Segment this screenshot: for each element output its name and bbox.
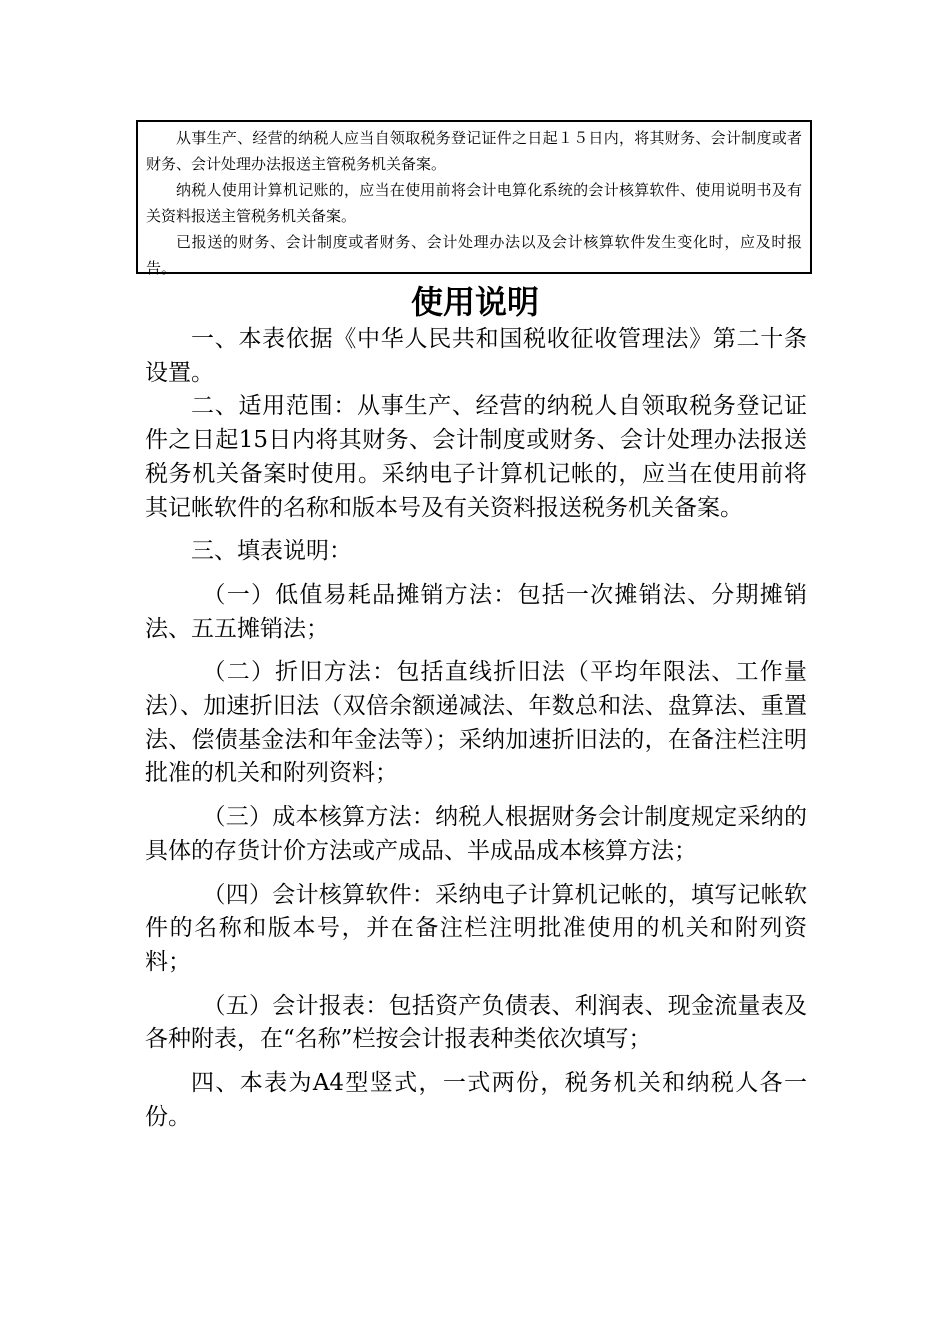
item-cost-accounting: （三）成本核算方法：纳税人根据财务会计制度规定采纳的具体的存货计价方法或产成品、半成品成本核算方法； xyxy=(145,804,807,864)
section-3-heading: 三、填表说明： xyxy=(191,538,352,565)
item-financial-statements: （五）会计报表：包括资产负债表、利润表、现金流量表及各种附表，在“名称”栏按会计报表种类依次填写； xyxy=(145,992,807,1053)
page-title: 使用说明 xyxy=(410,283,539,321)
instructions-body xyxy=(145,323,807,1134)
notice-paragraph: 从事生产、经营的纳税人应当自领取税务登记证件之日起１５日内，将其财务、会计制度或者财务、会计处理办法报送主管税务机关备案。 xyxy=(146,129,802,173)
item-accounting-software: （四）会计核算软件：采纳电子计算机记帐的，填写记帐软件的名称和版本号，并在备注栏注明批准使用的机关和附列资料； xyxy=(145,881,807,975)
item-depreciation: （二）折旧方法：包括直线折旧法（平均年限法、工作量法）、加速折旧法（双倍余额递减法、年数总和法、盘算法、重置法、偿债基金法和年金法等）；采纳加速折旧法的，在备注栏注明批准的机关和附列资料； xyxy=(145,659,807,787)
notice-paragraph: 已报送的财务、会计制度或者财务、会计处理办法以及会计核算软件发生变化时，应及时报告。 xyxy=(146,233,802,277)
notice-paragraph: 纳税人使用计算机记账的，应当在使用前将会计电算化系统的会计核算软件、使用说明书及有关资料报送主管税务机关备案。 xyxy=(146,181,802,225)
item-low-value-amortization: （一）低值易耗品摊销方法：包括一次摊销法、分期摊销法、五五摊销法； xyxy=(145,581,807,642)
section-4: 四、本表为A4型竖式，一式两份，税务机关和纳税人各一份。 xyxy=(145,1070,807,1130)
section-1: 一、本表依据《中华人民共和国税收征收管理法》第二十条设置。 xyxy=(145,326,807,386)
notice-box xyxy=(136,120,812,277)
section-2: 二、适用范围：从事生产、经营的纳税人自领取税务登记证件之日起15日内将其财务、会计制度或财务、会计处理办法报送税务机关备案时使用。采纳电子计算机记帐的，应当在使用前将其记帐软件的名称和版本号及有关资料报送税务机关备案。 xyxy=(145,393,807,521)
